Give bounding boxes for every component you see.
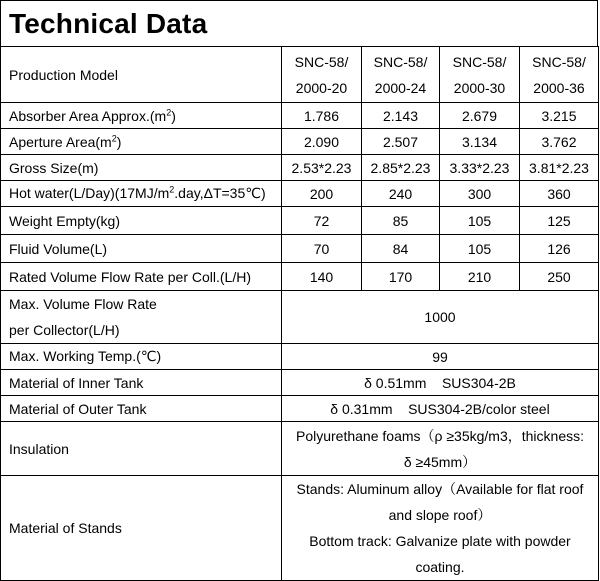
model-line: 2000-30	[453, 79, 506, 96]
model-cell	[520, 47, 599, 103]
model-line: 2000-36	[533, 79, 585, 96]
value-cell: 3.215	[520, 103, 599, 129]
table-row	[1, 476, 599, 581]
row-label: Insulation	[1, 422, 282, 476]
model-line: SNC-58/	[532, 53, 586, 70]
row-label: Material of Outer Tank	[1, 396, 282, 422]
value-cell: 140	[282, 263, 362, 291]
title-bar	[0, 0, 598, 47]
value-cell: 2.53*2.23	[282, 155, 362, 181]
value-cell: 1.786	[282, 103, 362, 129]
model-line: 2000-20	[295, 79, 348, 96]
table-row	[1, 370, 599, 396]
table-row	[1, 235, 599, 263]
model-line: SNC-58/	[373, 53, 428, 70]
row-label: Gross Size(m)	[1, 155, 282, 181]
value-cell: 126	[520, 235, 599, 263]
table-row	[1, 422, 599, 476]
row-label: Rated Volume Flow Rate per Coll.(L/H)	[1, 263, 282, 291]
value-cell: 170	[362, 263, 440, 291]
row-label: Max. Working Temp.(℃)	[1, 344, 282, 370]
value-cell: 200	[282, 181, 362, 207]
value-cell: 300	[440, 181, 520, 207]
model-cell	[282, 47, 362, 103]
value-cell: Stands: Aluminum alloy（Available for flat roof and slope roof） Bottom track: Galvanize plate with powder coating.	[282, 476, 599, 581]
value-cell: 240	[362, 181, 440, 207]
table-row	[1, 155, 599, 181]
model-line: SNC-58/	[294, 53, 349, 70]
value-cell: 3.81*2.23	[520, 155, 599, 181]
row-label: Hot $water(L/Day)(17MJ/m^2.day,\Delta T=35℃)$	[1, 181, 282, 207]
value-cell: 250	[520, 263, 599, 291]
table-row	[1, 344, 599, 370]
row-label: Production Model	[1, 47, 282, 103]
table-row	[1, 181, 599, 207]
table-row	[1, 396, 599, 422]
row-label: Weight Empty(kg)	[1, 207, 282, 235]
model-cell	[440, 47, 520, 103]
value-cell: 360	[520, 181, 599, 207]
model-line: SNC-58/	[452, 53, 507, 70]
technical-data-table	[0, 46, 599, 581]
value-cell: 2.679	[440, 103, 520, 129]
value-cell: 85	[362, 207, 440, 235]
value-cell: δ 0.51mm SUS304-2B	[282, 370, 599, 396]
value-cell: 2.143	[362, 103, 440, 129]
value-cell: 3.762	[520, 129, 599, 155]
value-cell: 1000	[282, 291, 599, 344]
value-cell: 99	[282, 344, 599, 370]
value-cell: 105	[440, 207, 520, 235]
value-cell: 3.134	[440, 129, 520, 155]
model-cell	[362, 47, 440, 103]
row-label: Fluid Volume(L)	[1, 235, 282, 263]
row-label: Material of Stands	[1, 476, 282, 581]
value-cell: 84	[362, 235, 440, 263]
table-row	[1, 207, 599, 235]
value-cell: 2.85*2.23	[362, 155, 440, 181]
row-label: Absorber Area $Approx.(m^2)$	[1, 103, 282, 129]
value-cell: 105	[440, 235, 520, 263]
row-label: Material of Inner Tank	[1, 370, 282, 396]
value-cell: 72	[282, 207, 362, 235]
row-label: Max. Volume Flow Rate per Collector(L/H)	[1, 291, 282, 344]
value-cell: 3.33*2.23	[440, 155, 520, 181]
value-cell: 2.090	[282, 129, 362, 155]
value-cell: 125	[520, 207, 599, 235]
value-cell: 210	[440, 263, 520, 291]
table-row	[1, 47, 599, 103]
value-cell: 70	[282, 235, 362, 263]
model-line: 2000-24	[374, 79, 427, 96]
table-row	[1, 291, 599, 344]
table-row	[1, 103, 599, 129]
table-row	[1, 129, 599, 155]
value-cell: δ 0.31mm SUS304-2B/color steel	[282, 396, 599, 422]
page-title: Technical Data	[9, 8, 208, 39]
value-cell: Polyurethane foams（ρ ≥35kg/m3，thickness: δ ≥45mm）	[282, 422, 599, 476]
row-label: Aperture $Area(m^2)$	[1, 129, 282, 155]
table-row	[1, 263, 599, 291]
value-cell: 2.507	[362, 129, 440, 155]
